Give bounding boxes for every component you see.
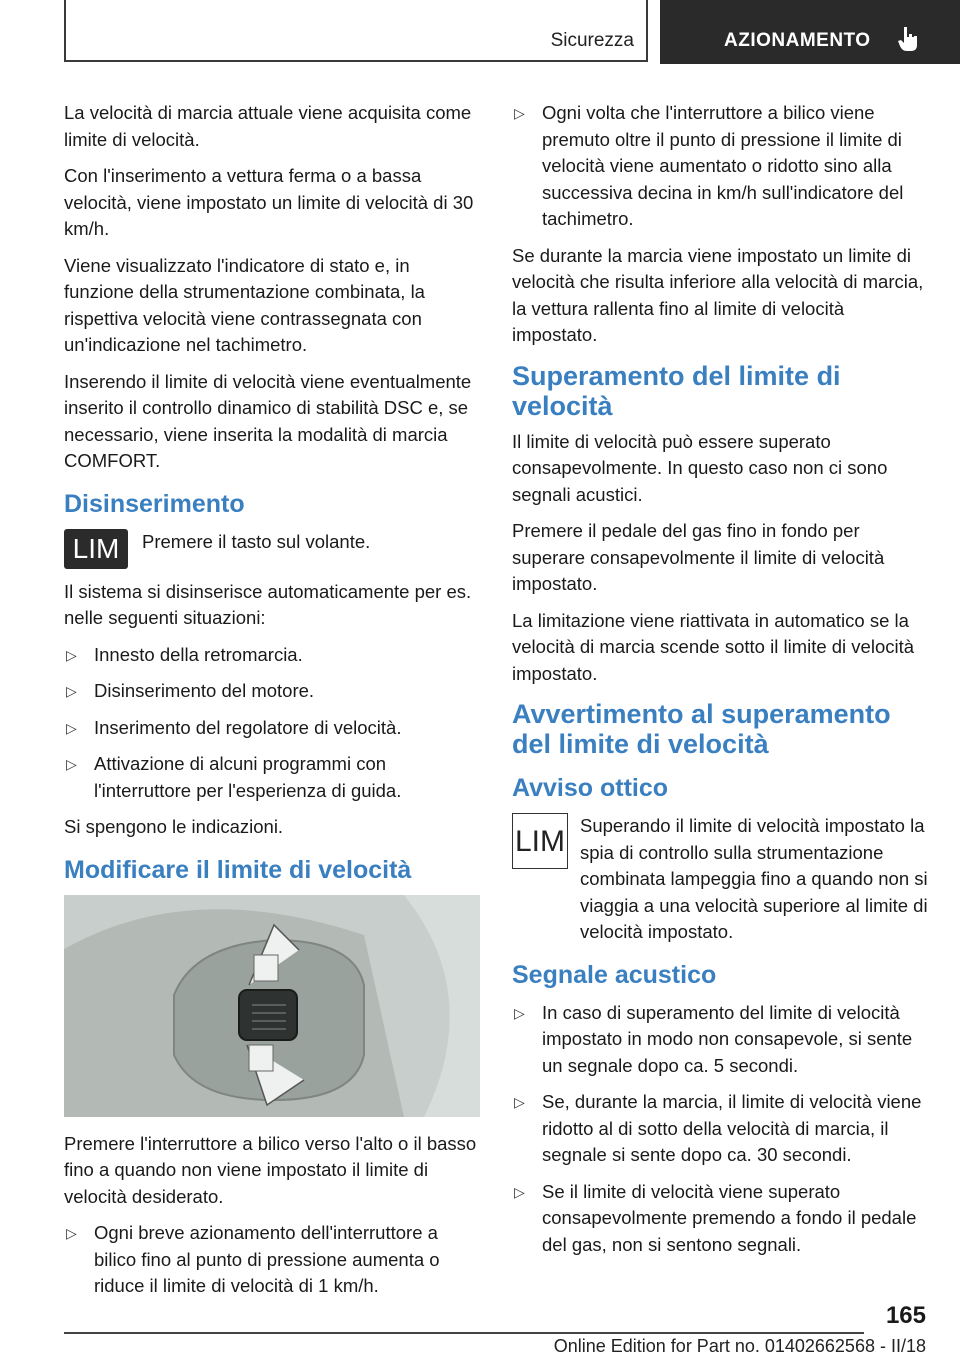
- right-column: [512, 100, 928, 1268]
- heading-superamento: Superamento del limite di velocità: [512, 360, 841, 421]
- page-header: [0, 0, 960, 66]
- bullet-icon: ▷: [66, 646, 77, 663]
- lim-button-instruction: Premere il tasto sul volante.: [142, 530, 371, 552]
- list-item: ▷ Se il limite di velocità viene superato consapevolmente premendo a fondo il pedale del gas, non si sentono segnali.: [514, 1180, 917, 1255]
- heading-modificare: Modificare il limite di velocità: [64, 855, 412, 884]
- bullet-icon: ▷: [66, 719, 77, 736]
- page-footer: [0, 1300, 960, 1362]
- lim-button-icon: LIM: [64, 529, 128, 569]
- bullet-icon: ▷: [66, 683, 77, 699]
- list-item: ▷ In caso di superamento del limite di velocità impostato in modo non consapevole, si sente un segnale dopo ca. 5 secondi.: [514, 1001, 913, 1076]
- paragraph: Il sistema si disinserisce automaticamente per es. nelle seguenti situazioni:: [64, 580, 472, 628]
- left-column: [64, 100, 480, 1310]
- rocker-switch-illustration: [64, 895, 480, 1117]
- list-item: ▷ Ogni breve azionamento dell'interruttore a bilico fino al punto di pressione aumenta o riduce il limite di velocità di 1 km/h.: [66, 1222, 440, 1296]
- hand-pointer-icon: [894, 25, 922, 53]
- heading-segnale-acustico: Segnale acustico: [512, 960, 717, 989]
- paragraph: Premere il pedale del gas fino in fondo per superare consapevolmente il limite di velocità impostato.: [512, 520, 885, 594]
- bullet-icon: ▷: [66, 756, 77, 772]
- bullet-icon: ▷: [514, 1094, 525, 1110]
- bullet-icon: ▷: [514, 1004, 525, 1021]
- section-tab: [64, 0, 648, 62]
- acoustic-signal-list: [512, 1000, 928, 1259]
- paragraph: Con l'inserimento a vettura ferma o a bassa velocità, viene impostato un limite di velocità di 30 km/h.: [64, 165, 474, 239]
- list-item: ▷ Disinserimento del motore.: [64, 678, 480, 705]
- long-press-list: [512, 100, 928, 233]
- lim-indicator-description: Superando il limite di velocità impostato la spia di controllo sulla strumentazione combinata lampeggia fino a quando non si viaggia a una velocità superiore al limite di velocità impostato.: [580, 815, 928, 942]
- page-number: 165: [885, 1302, 926, 1329]
- footer-divider: [64, 1332, 864, 1334]
- list-item: ▷ Inserimento del regolatore di velocità.: [64, 715, 480, 742]
- heading-avvertimento: Avvertimento al superamento del limite di velocità: [512, 699, 891, 759]
- paragraph: La limitazione viene riattivata in automatico se la velocità di marcia scende sotto il limite di velocità impostato.: [512, 609, 915, 684]
- heading-disinserimento: Disinserimento: [64, 489, 245, 518]
- situations-list: [64, 642, 480, 805]
- chapter-title: AZIONAMENTO: [724, 30, 871, 51]
- paragraph: Inserendo il limite di velocità viene eventualmente inserito il controllo dinamico di stabilità DSC e, se necessario, viene inserita la modalità di marcia COMFORT.: [64, 370, 472, 471]
- edition-note: Online Edition for Part no. 01402662568 - II/18: [553, 1336, 926, 1356]
- list-item: ▷ Attivazione di alcuni programmi con l'interruttore per l'esperienza di guida.: [66, 753, 402, 801]
- paragraph: Si spengono le indicazioni.: [64, 816, 284, 837]
- short-press-list: [64, 1220, 480, 1300]
- section-title: Sicurezza: [550, 30, 634, 51]
- bullet-icon: ▷: [66, 1225, 77, 1241]
- bullet-icon: ▷: [514, 105, 525, 121]
- paragraph: Il limite di velocità può essere superato consapevolmente. In questo caso non ci sono segnali acustici.: [512, 430, 888, 505]
- lim-indicator-row: [512, 813, 928, 946]
- list-item: ▷ Innesto della retromarcia.: [64, 642, 480, 669]
- lim-button-row: [64, 529, 480, 569]
- heading-avviso-ottico: Avviso ottico: [512, 774, 669, 802]
- paragraph: Viene visualizzato l'indicatore di stato e, in funzione della strumentazione combinata, la rispettiva velocità viene contrassegnata con un'indicazione nel tachimetro.: [64, 254, 425, 355]
- list-item: ▷ Se, durante la marcia, il limite di velocità viene ridotto al di sotto della velocità di marcia, il segnale si sente dopo ca. 30 secondi.: [514, 1091, 922, 1165]
- lim-indicator-icon: LIM: [512, 813, 568, 869]
- paragraph: Se durante la marcia viene impostato un limite di velocità che risulta inferiore alla velocità di marcia, la vettura rallenta fino al limite di velocità impostato.: [512, 244, 924, 345]
- paragraph: Premere l'interruttore a bilico verso l'alto o il basso fino a quando non viene impostato il limite di velocità desiderato.: [64, 1132, 477, 1207]
- list-item: ▷ Ogni volta che l'interruttore a bilico viene premuto oltre il punto di pressione il limite di velocità viene aumentato o ridotto sino alla successiva decina in km/h sull'indicatore del tachimetro.: [514, 102, 904, 229]
- bullet-icon: ▷: [514, 1183, 525, 1200]
- paragraph: La velocità di marcia attuale viene acquisita come limite di velocità.: [64, 102, 472, 150]
- chapter-tab: [660, 0, 960, 64]
